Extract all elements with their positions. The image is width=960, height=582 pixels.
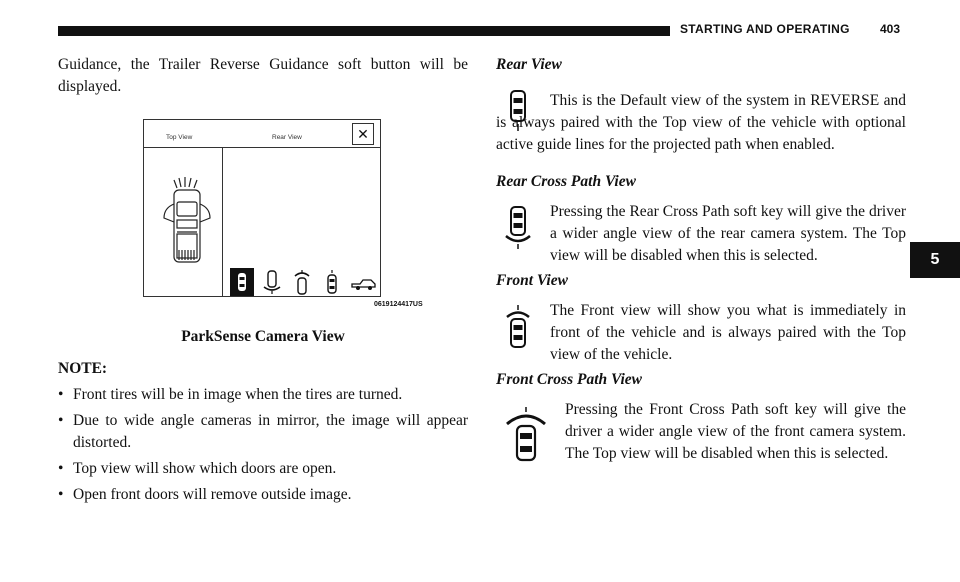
close-icon[interactable]: ✕	[352, 123, 374, 145]
view-button-strip	[224, 268, 380, 296]
list-item: • Open front doors will remove outside image.	[58, 484, 468, 506]
front-cross-path-button-icon[interactable]	[320, 268, 344, 296]
section-front-cross-path-view	[496, 369, 906, 465]
image-code: 0619124417US	[374, 301, 423, 308]
section-heading: Rear View	[496, 56, 562, 73]
section-front-view	[496, 270, 906, 366]
section-body: Pressing the Front Cross Path soft key will give the driver a wider angle view of the front camera system. The Top view will be disabled when this is selected.	[565, 401, 906, 462]
figure-top-bar	[144, 120, 380, 148]
rear-cross-path-button-icon[interactable]	[260, 268, 284, 296]
note-title: NOTE:	[58, 360, 108, 377]
list-item: • Due to wide angle cameras in mirror, the image will appear distorted.	[58, 410, 468, 454]
intro-paragraph: Guidance, the Trailer Reverse Guidance soft button will be displayed.	[58, 56, 468, 95]
top-view-label: Top View	[166, 134, 193, 141]
figure-caption: ParkSense Camera View	[181, 328, 345, 345]
front-view-button-icon[interactable]	[290, 268, 314, 296]
parksense-camera-figure	[143, 119, 381, 297]
header-rule	[58, 26, 670, 36]
section-body: The Front view will show you what is immediately in front of the vehicle and is always paired with the Top view of the vehicle.	[550, 302, 906, 363]
list-item: • Front tires will be in image when the tires are turned.	[58, 384, 468, 406]
rear-view-icon	[508, 90, 528, 132]
figure-divider	[222, 148, 223, 296]
section-heading: Front View	[496, 272, 568, 289]
section-rear-cross-path-view	[496, 171, 906, 267]
truck-top-view-icon	[160, 174, 214, 268]
section-title: STARTING AND OPERATING	[680, 22, 850, 36]
rear-cross-path-icon	[504, 206, 532, 250]
rear-view-label: Rear View	[272, 134, 302, 141]
chapter-tab: 5	[910, 242, 960, 278]
section-body: Pressing the Rear Cross Path soft key will give the driver a wider angle view of the rear camera system. The Top view will be disabled when this is selected.	[550, 203, 906, 264]
note-list	[58, 384, 468, 510]
section-body: This is the Default view of the system in REVERSE and is always paired with the Top view of the vehicle with optional active guide lines for the projected path when enabled.	[496, 92, 906, 153]
trailer-reverse-guidance-button-icon[interactable]	[350, 268, 378, 296]
section-rear-view	[496, 54, 906, 156]
list-item: • Top view will show which doors are open.	[58, 458, 468, 480]
section-heading: Front Cross Path View	[496, 371, 643, 388]
front-view-icon	[504, 304, 532, 348]
section-heading: Rear Cross Path View	[496, 173, 636, 190]
page-number: 403	[880, 22, 901, 36]
rear-view-button-icon[interactable]	[230, 268, 254, 296]
front-cross-path-icon	[505, 406, 547, 462]
